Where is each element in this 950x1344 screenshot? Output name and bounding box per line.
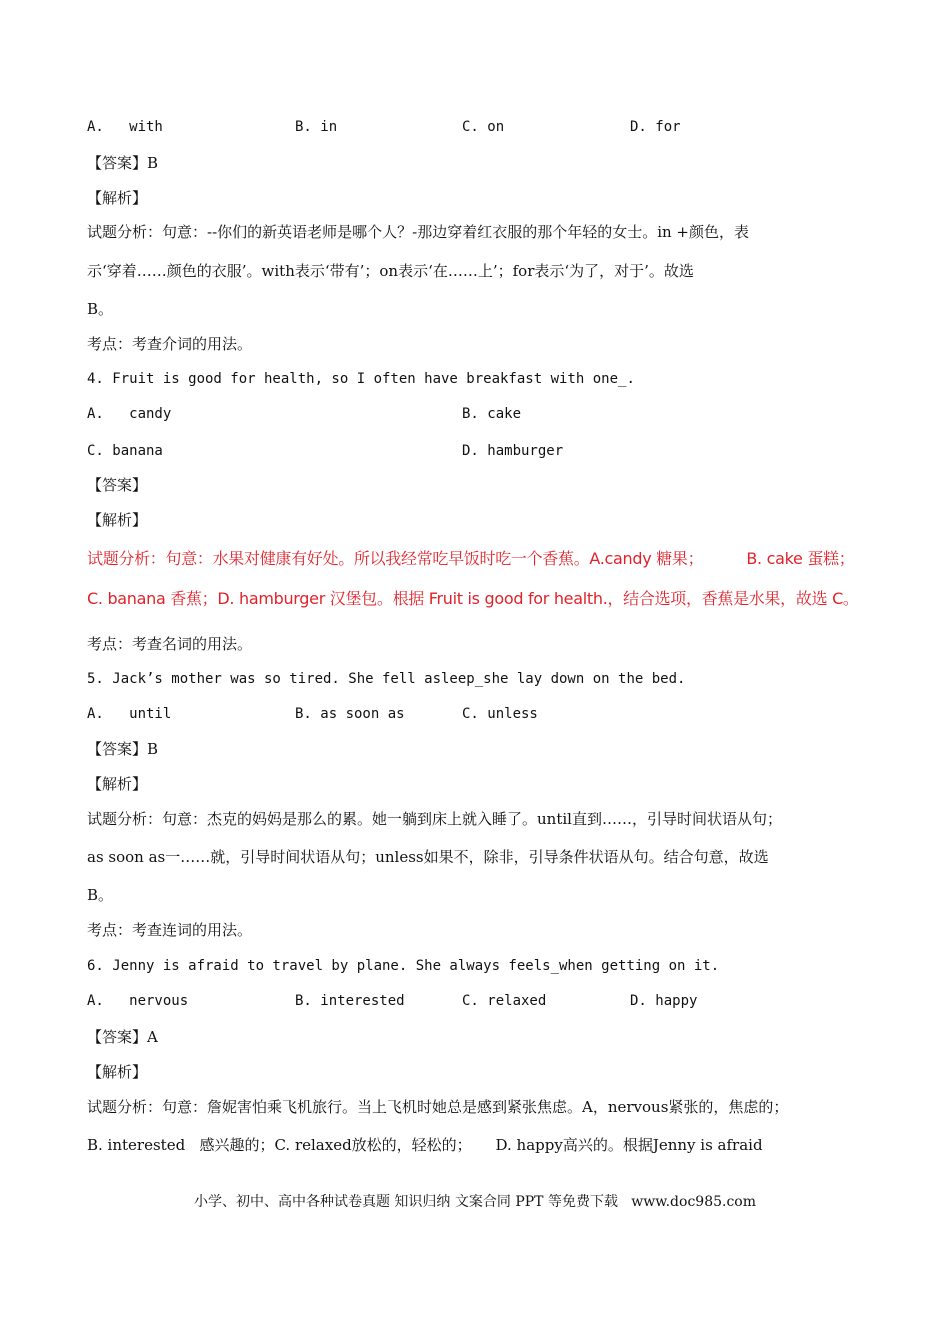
q6-answer: 【答案】A	[87, 1028, 158, 1046]
q4-analysis-line-1: 试题分析：句意：水果对健康有好处。所以我经常吃早饭时吃一个香蕉。A.candy 糖果； B. cake 蛋糕；	[87, 549, 855, 568]
q4-option-b: B. cake	[462, 406, 522, 422]
q6-stem: 6. Jenny is afraid to travel by plane. She always feels_when getting on it.	[87, 958, 720, 974]
q4-answer: 【答案】	[87, 476, 148, 494]
q6-option-c: C. relaxed	[462, 993, 547, 1009]
q5-analysis-line-3: B。	[87, 886, 114, 904]
q4-analysis-label: 【解析】	[87, 511, 148, 529]
q4-point: 考点：考查名词的用法。	[87, 635, 253, 653]
q6-analysis-label: 【解析】	[87, 1063, 148, 1081]
q3-analysis-line-2: 示‘穿着……颜色的衣服’。with表示‘带有’；on表示‘在……上’；for表示‘为了，对于’。故选	[87, 262, 694, 280]
q5-point: 考点：考查连词的用法。	[87, 921, 253, 939]
q3-option-b: B. in	[295, 119, 338, 135]
q3-option-a: A. with	[87, 119, 163, 135]
q3-point: 考点：考查介词的用法。	[87, 335, 253, 353]
q6-analysis-line-1: 试题分析：句意：詹妮害怕乘飞机旅行。当上飞机时她总是感到紧张焦虑。A，nervous紧张的，焦虑的；	[87, 1098, 789, 1116]
q6-option-b: B. interested	[295, 993, 405, 1009]
q3-analysis-line-1: 试题分析：句意：--你们的新英语老师是哪个人？-那边穿着红衣服的那个年轻的女士。in +颜色，表	[87, 223, 750, 241]
q6-analysis-line-2: B. interested 感兴趣的；C. relaxed放松的，轻松的； D. happy高兴的。根据Jenny is afraid	[87, 1136, 763, 1154]
q5-analysis-line-1: 试题分析：句意：杰克的妈妈是那么的累。她一躺到床上就入睡了。until直到……，引导时间状语从句；	[87, 810, 782, 828]
q5-analysis-line-2: as soon as一……就，引导时间状语从句；unless如果不，除非，引导条件状语从句。结合句意，故选	[87, 848, 769, 866]
q5-stem: 5. Jack’s mother was so tired. She fell asleep_she lay down on the bed.	[87, 671, 686, 687]
q4-stem: 4. Fruit is good for health, so I often have breakfast with one_.	[87, 371, 635, 387]
q3-option-d: D. for	[630, 119, 681, 135]
q3-analysis-line-3: B。	[87, 300, 114, 318]
page-footer: 小学、初中、高中各种试卷真题 知识归纳 文案合同 PPT 等免费下载 www.doc985.com	[193, 1194, 756, 1210]
q3-option-c: C. on	[462, 119, 505, 135]
q6-option-a: A. nervous	[87, 993, 189, 1009]
q4-option-a: A. candy	[87, 406, 172, 422]
q6-option-d: D. happy	[630, 993, 698, 1009]
q4-option-c: C. banana	[87, 443, 163, 459]
q3-analysis-label: 【解析】	[87, 189, 148, 207]
q3-answer: 【答案】B	[87, 154, 159, 172]
q4-analysis-line-2: C. banana 香蕉；D. hamburger 汉堡包。根据 Fruit is good for health.，结合选项，香蕉是水果，故选 C。	[87, 589, 859, 608]
q5-option-a: A. until	[87, 706, 172, 722]
q4-option-d: D. hamburger	[462, 443, 564, 459]
q5-option-c: C. unless	[462, 706, 538, 722]
q5-analysis-label: 【解析】	[87, 775, 148, 793]
q5-answer: 【答案】B	[87, 740, 159, 758]
q5-option-b: B. as soon as	[295, 706, 405, 722]
